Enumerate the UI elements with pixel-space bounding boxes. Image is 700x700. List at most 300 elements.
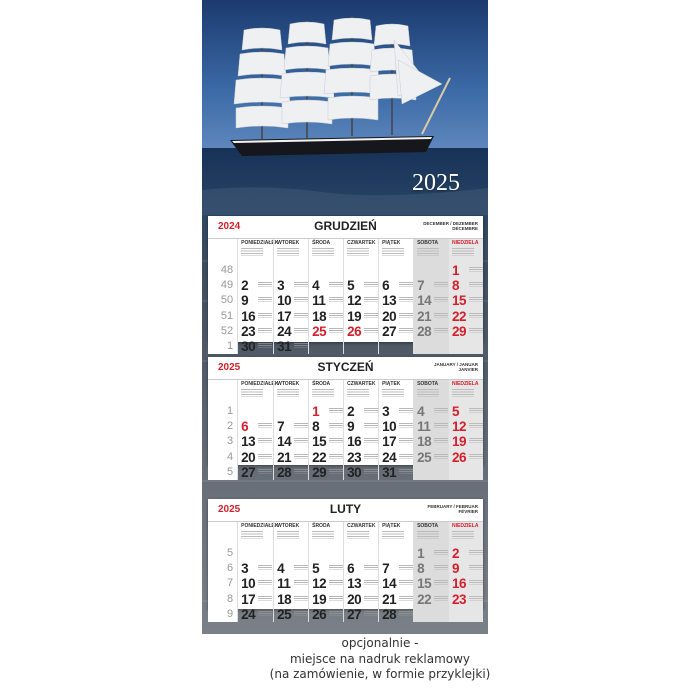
name-day-text — [294, 282, 308, 287]
day-cell[interactable] — [274, 324, 308, 339]
name-day-text — [364, 438, 378, 443]
day-cell[interactable] — [309, 419, 343, 434]
name-day-text — [399, 596, 413, 601]
weekday-name-lines — [312, 389, 334, 397]
day-number: 2 — [347, 404, 355, 419]
day-cell[interactable] — [379, 419, 413, 434]
day-cell[interactable] — [449, 450, 483, 465]
day-number: 19 — [347, 308, 362, 324]
day-cell[interactable] — [414, 263, 448, 278]
day-cell[interactable] — [238, 404, 273, 419]
day-cell[interactable] — [309, 450, 343, 465]
day-cell[interactable] — [309, 278, 343, 293]
name-day-text — [399, 580, 413, 585]
day-number: 7 — [277, 419, 285, 435]
day-cell[interactable] — [309, 309, 343, 324]
week-number: 6 — [227, 562, 234, 575]
day-number: 7 — [417, 278, 425, 294]
day-cell[interactable] — [379, 293, 413, 308]
day-cell[interactable] — [379, 546, 413, 561]
weekday-name: PONIEDZIAŁEK — [241, 523, 279, 529]
month-grid — [208, 239, 483, 354]
day-number: 31 — [382, 464, 397, 480]
weekday-column — [413, 239, 448, 354]
day-cell[interactable] — [309, 339, 343, 354]
day-number: 29 — [452, 323, 467, 339]
weekday-column — [308, 522, 343, 622]
day-cell[interactable] — [309, 434, 343, 449]
month-panel-february — [208, 499, 483, 622]
day-cell[interactable] — [449, 339, 483, 354]
day-cell[interactable] — [379, 561, 413, 576]
name-day-text — [399, 611, 413, 616]
name-day-text — [329, 313, 343, 318]
day-cell[interactable] — [309, 465, 343, 480]
day-number: 4 — [312, 278, 320, 294]
weekday-column — [343, 380, 378, 480]
day-cell[interactable] — [274, 309, 308, 324]
name-day-text — [469, 282, 483, 287]
month-foreign-line: JANUARY / JANUAR — [433, 362, 478, 367]
day-cell[interactable] — [309, 576, 343, 591]
name-day-text — [294, 423, 308, 428]
day-cell[interactable] — [414, 419, 448, 434]
day-cell[interactable] — [414, 465, 448, 480]
calendar-year-title: 2025 — [412, 170, 460, 196]
name-day-text — [364, 580, 378, 585]
day-number: 12 — [452, 419, 467, 435]
day-cell[interactable] — [414, 324, 448, 339]
week-number: 9 — [227, 607, 234, 620]
day-number: 5 — [347, 278, 355, 294]
day-number: 26 — [347, 323, 362, 339]
day-cell[interactable] — [309, 592, 343, 607]
weekday-column — [308, 239, 343, 354]
weekday-name: WTOREK — [277, 240, 300, 246]
day-cell[interactable] — [309, 404, 343, 419]
day-number: 17 — [241, 591, 256, 607]
day-cell[interactable] — [238, 576, 273, 591]
name-day-text — [329, 596, 343, 601]
name-day-text — [469, 454, 483, 459]
day-number: 2 — [452, 546, 460, 561]
name-day-text — [258, 580, 272, 585]
day-number: 13 — [382, 293, 397, 309]
name-day-text — [258, 565, 272, 570]
day-number: 28 — [417, 323, 432, 339]
weekday-column — [237, 522, 279, 622]
day-cell[interactable] — [238, 339, 273, 354]
day-cell[interactable] — [449, 404, 483, 419]
weekday-name-lines — [382, 531, 404, 539]
weekday-name: ŚRODA — [312, 240, 331, 246]
day-number: 24 — [241, 606, 256, 622]
day-cell[interactable] — [344, 278, 378, 293]
week-number: 1 — [227, 405, 234, 417]
week-number: 5 — [227, 465, 234, 478]
month-foreign-line: DÉCEMBRE — [452, 226, 478, 232]
week-number: 4 — [227, 450, 234, 463]
month-year: 2024 — [218, 221, 241, 232]
day-cell[interactable] — [414, 309, 448, 324]
day-cell[interactable] — [344, 263, 378, 278]
day-cell[interactable] — [238, 309, 273, 324]
day-number: 25 — [312, 323, 327, 339]
name-day-text — [329, 580, 343, 585]
day-number: 8 — [452, 278, 460, 294]
weekday-header — [238, 239, 279, 263]
day-cell[interactable] — [414, 278, 448, 293]
day-number: 15 — [312, 434, 327, 450]
day-number: 10 — [241, 576, 256, 592]
day-cell[interactable] — [379, 309, 413, 324]
day-cell[interactable] — [309, 607, 343, 622]
day-cell[interactable] — [344, 324, 378, 339]
caption-line: (na zamówienie, w formie przyklejki) — [269, 667, 491, 682]
weekday-header — [309, 522, 343, 546]
day-number: 24 — [382, 449, 397, 465]
weekday-column — [448, 239, 483, 354]
weekday-name: PONIEDZIAŁEK — [241, 240, 279, 246]
month-header — [208, 216, 483, 239]
day-cell[interactable] — [238, 465, 273, 480]
day-cell[interactable] — [379, 278, 413, 293]
name-day-text — [329, 423, 343, 428]
day-cell[interactable] — [449, 278, 483, 293]
weekday-name: SOBOTA — [417, 523, 439, 529]
weekday-header — [344, 522, 378, 546]
day-number: 14 — [277, 434, 292, 450]
day-cell[interactable] — [238, 546, 273, 561]
month-foreign-names — [434, 362, 478, 373]
weekday-header — [449, 522, 483, 546]
day-cell[interactable] — [379, 263, 413, 278]
name-day-text — [469, 565, 483, 570]
weekday-name-lines — [312, 248, 334, 256]
day-cell[interactable] — [414, 293, 448, 308]
day-cell[interactable] — [344, 576, 378, 591]
weekday-name-lines — [417, 248, 439, 256]
day-cell[interactable] — [379, 404, 413, 419]
day-cell[interactable] — [238, 561, 273, 576]
day-number: 8 — [312, 419, 320, 435]
day-cell[interactable] — [379, 339, 413, 354]
day-cell[interactable] — [274, 263, 308, 278]
caption-line: miejsce na nadruk reklamowy — [289, 651, 471, 666]
day-cell[interactable] — [449, 419, 483, 434]
day-cell[interactable] — [274, 339, 308, 354]
day-cell[interactable] — [238, 278, 273, 293]
day-cell[interactable] — [449, 309, 483, 324]
month-header — [208, 357, 483, 380]
name-day-text — [399, 297, 413, 302]
weekday-column — [273, 239, 308, 354]
weekday-name-lines — [452, 389, 474, 397]
name-day-text — [399, 469, 413, 474]
day-cell[interactable] — [274, 465, 308, 480]
day-cell[interactable] — [274, 450, 308, 465]
day-cell[interactable] — [449, 561, 483, 576]
day-cell[interactable] — [414, 576, 448, 591]
name-day-text — [294, 343, 308, 348]
month-foreign-line: FÉVRIER — [458, 509, 478, 515]
day-number: 2 — [241, 278, 249, 294]
name-day-text — [469, 297, 483, 302]
month-grid — [208, 380, 483, 480]
name-day-text — [294, 297, 308, 302]
day-number: 25 — [277, 606, 292, 622]
day-number: 21 — [417, 308, 432, 324]
name-day-text — [294, 469, 308, 474]
day-cell[interactable] — [379, 607, 413, 622]
day-cell[interactable] — [274, 293, 308, 308]
weekday-column — [237, 239, 279, 354]
week-number-column — [208, 522, 237, 622]
day-cell[interactable] — [414, 561, 448, 576]
day-number: 4 — [417, 404, 425, 419]
weekday-name-lines — [347, 248, 369, 256]
day-number: 14 — [382, 576, 397, 592]
day-cell[interactable] — [344, 465, 378, 480]
wave-line — [202, 480, 488, 482]
weekday-header — [449, 380, 483, 404]
day-number: 20 — [241, 449, 256, 465]
weekday-column — [378, 522, 413, 622]
day-number: 9 — [347, 419, 355, 435]
day-cell[interactable] — [344, 592, 378, 607]
day-cell[interactable] — [309, 263, 343, 278]
name-day-text — [434, 565, 448, 570]
day-cell[interactable] — [309, 561, 343, 576]
weekday-name-lines — [277, 531, 299, 539]
weekday-name-lines — [452, 248, 474, 256]
day-number: 10 — [277, 293, 292, 309]
name-day-text — [469, 550, 483, 555]
day-cell[interactable] — [309, 293, 343, 308]
day-cell[interactable] — [414, 607, 448, 622]
month-year: 2025 — [218, 504, 241, 515]
day-cell[interactable] — [344, 546, 378, 561]
day-cell[interactable] — [344, 419, 378, 434]
day-number: 16 — [241, 308, 256, 324]
name-day-text — [294, 580, 308, 585]
day-number: 13 — [347, 576, 362, 592]
day-number: 9 — [452, 561, 460, 577]
day-cell[interactable] — [414, 546, 448, 561]
day-cell[interactable] — [379, 434, 413, 449]
day-cell[interactable] — [238, 293, 273, 308]
day-number: 8 — [417, 561, 425, 577]
weekday-column — [448, 380, 483, 480]
day-cell[interactable] — [344, 561, 378, 576]
weekday-header — [449, 239, 483, 263]
week-number: 48 — [220, 264, 234, 276]
day-cell[interactable] — [238, 263, 273, 278]
day-cell[interactable] — [238, 419, 273, 434]
day-cell[interactable] — [274, 561, 308, 576]
day-number: 11 — [312, 293, 326, 309]
weekday-header — [309, 239, 343, 263]
day-cell[interactable] — [379, 576, 413, 591]
day-number: 17 — [277, 308, 292, 324]
weekday-column — [343, 239, 378, 354]
caption-line: opcjonalnie - — [341, 636, 419, 650]
week-number: 2 — [227, 420, 234, 433]
day-cell[interactable] — [274, 546, 308, 561]
weekday-header — [238, 522, 279, 546]
day-cell[interactable] — [344, 339, 378, 354]
day-number: 12 — [347, 293, 362, 309]
day-cell[interactable] — [414, 339, 448, 354]
name-day-text — [329, 408, 343, 413]
caption — [250, 636, 510, 683]
day-cell[interactable] — [344, 404, 378, 419]
day-cell[interactable] — [344, 434, 378, 449]
day-cell[interactable] — [449, 465, 483, 480]
weekday-column — [413, 380, 448, 480]
day-cell[interactable] — [449, 576, 483, 591]
name-day-text — [294, 328, 308, 333]
name-day-text — [364, 297, 378, 302]
day-cell[interactable] — [414, 450, 448, 465]
weekday-name: SOBOTA — [417, 381, 439, 387]
day-number: 5 — [452, 404, 460, 419]
weekday-name-lines — [417, 389, 439, 397]
day-number: 15 — [417, 576, 432, 592]
day-number: 27 — [382, 323, 397, 339]
day-cell[interactable] — [449, 324, 483, 339]
day-number: 26 — [312, 606, 327, 622]
day-number: 11 — [417, 419, 431, 435]
day-cell[interactable] — [414, 434, 448, 449]
day-cell[interactable] — [449, 592, 483, 607]
day-cell[interactable] — [238, 607, 273, 622]
day-cell[interactable] — [379, 450, 413, 465]
day-number: 22 — [312, 449, 327, 465]
day-number: 18 — [417, 434, 432, 450]
weekday-column — [378, 380, 413, 480]
day-number: 3 — [241, 561, 249, 577]
name-day-text — [434, 454, 448, 459]
day-cell[interactable] — [238, 324, 273, 339]
day-cell[interactable] — [274, 576, 308, 591]
weekday-column — [413, 522, 448, 622]
day-number: 31 — [277, 338, 292, 354]
name-day-text — [469, 423, 483, 428]
name-day-text — [469, 313, 483, 318]
day-cell[interactable] — [309, 324, 343, 339]
day-cell[interactable] — [238, 592, 273, 607]
day-cell[interactable] — [274, 434, 308, 449]
month-foreign-line: JANVIER — [458, 367, 478, 373]
day-cell[interactable] — [274, 278, 308, 293]
day-cell[interactable] — [344, 309, 378, 324]
day-cell[interactable] — [274, 419, 308, 434]
name-day-text — [399, 565, 413, 570]
name-day-text — [364, 282, 378, 287]
day-number: 12 — [312, 576, 327, 592]
weekday-name: NIEDZIELA — [452, 523, 479, 529]
weekday-header — [274, 380, 308, 404]
day-number: 21 — [382, 591, 397, 607]
name-day-text — [258, 313, 272, 318]
day-cell[interactable] — [449, 607, 483, 622]
day-cell[interactable] — [379, 324, 413, 339]
weekday-header — [344, 239, 378, 263]
day-cell[interactable] — [238, 450, 273, 465]
day-number: 16 — [452, 576, 467, 592]
name-day-text — [434, 297, 448, 302]
month-foreign-line: FEBRUARY / FEBRUAR — [427, 504, 478, 509]
day-number: 23 — [241, 323, 256, 339]
day-cell[interactable] — [414, 592, 448, 607]
weekday-header — [274, 239, 308, 263]
day-number: 19 — [312, 591, 327, 607]
name-day-text — [399, 454, 413, 459]
weekday-name-lines — [347, 531, 369, 539]
day-cell[interactable] — [449, 546, 483, 561]
weekday-column — [237, 380, 279, 480]
day-cell[interactable] — [309, 546, 343, 561]
week-number: 5 — [227, 547, 234, 559]
name-day-text — [434, 328, 448, 333]
day-cell[interactable] — [274, 404, 308, 419]
name-day-text — [258, 328, 272, 333]
day-number: 20 — [347, 591, 362, 607]
day-cell[interactable] — [274, 592, 308, 607]
day-number: 1 — [312, 404, 320, 419]
name-day-text — [469, 408, 483, 413]
day-number: 18 — [277, 591, 292, 607]
day-number: 14 — [417, 293, 432, 309]
name-day-text — [469, 438, 483, 443]
day-cell[interactable] — [344, 607, 378, 622]
day-cell[interactable] — [449, 293, 483, 308]
day-cell[interactable] — [344, 450, 378, 465]
name-day-text — [294, 313, 308, 318]
name-day-text — [329, 454, 343, 459]
day-number: 11 — [277, 576, 291, 592]
day-cell[interactable] — [449, 263, 483, 278]
day-number: 27 — [241, 464, 256, 480]
day-cell[interactable] — [414, 404, 448, 419]
weekday-name: NIEDZIELA — [452, 381, 479, 387]
day-cell[interactable] — [449, 434, 483, 449]
day-cell[interactable] — [344, 293, 378, 308]
wall-calendar — [202, 0, 488, 634]
name-day-text — [364, 328, 378, 333]
weekday-name: CZWARTEK — [347, 381, 376, 387]
week-number: 8 — [227, 592, 234, 605]
weekday-name: CZWARTEK — [347, 240, 376, 246]
weekday-name-lines — [452, 531, 474, 539]
name-day-text — [399, 438, 413, 443]
weekday-column — [273, 380, 308, 480]
week-number: 49 — [220, 279, 234, 292]
name-day-text — [329, 469, 343, 474]
name-day-text — [329, 611, 343, 616]
name-day-text — [364, 423, 378, 428]
day-cell[interactable] — [379, 592, 413, 607]
day-cell[interactable] — [274, 607, 308, 622]
day-cell[interactable] — [238, 434, 273, 449]
weekday-name-lines — [347, 389, 369, 397]
month-foreign-line: DECEMBER / DEZEMBER — [423, 221, 478, 226]
month-foreign-names — [427, 504, 478, 515]
day-number: 4 — [277, 561, 285, 577]
day-cell[interactable] — [379, 465, 413, 480]
name-day-text — [469, 596, 483, 601]
